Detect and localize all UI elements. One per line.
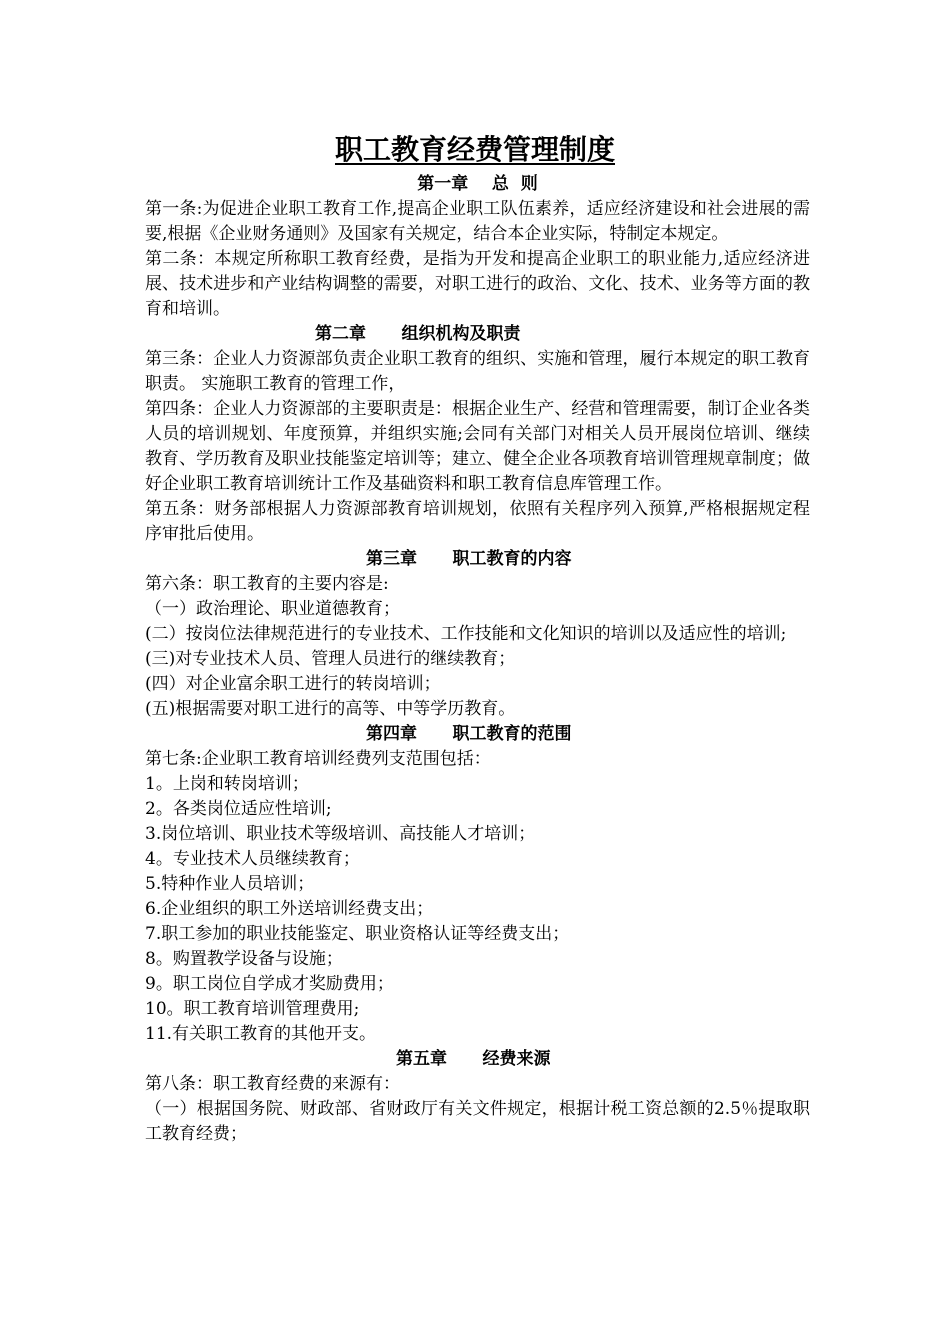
list-item: 3.岗位培训、职业技术等级培训、高技能人才培训； xyxy=(145,824,536,844)
list-item: 9。职工岗位自学成才奖励费用； xyxy=(145,974,394,994)
list-item: (五)根据需要对职工进行的高等、中等学历教育。 xyxy=(145,699,516,719)
list-item: (四）对企业富余职工进行的转岗培训； xyxy=(145,674,441,694)
chapter-5-heading: 第五章 经费来源 xyxy=(396,1049,551,1069)
list-item: 5.特种作业人员培训； xyxy=(145,874,315,894)
article-3: 第三条：企业人力资源部负责企业职工教育的组织、实施和管理，履行本规定的职工教育职责。 实施职工教育的管理工作， xyxy=(145,349,810,394)
chapter-4-heading: 第四章 职工教育的范围 xyxy=(366,724,572,744)
document-title-text: 职工教育经费管理制度 xyxy=(334,133,615,166)
document-title xyxy=(0,128,950,172)
list-item: 2。各类岗位适应性培训; xyxy=(145,799,332,819)
document-body xyxy=(145,172,810,1147)
list-item: （一）政治理论、职业道德教育； xyxy=(145,599,400,619)
article-2: 第二条：本规定所称职工教育经费，是指为开发和提高企业职工的职业能力,适应经济进展、技术进步和产业结构调整的需要，对职工进行的政治、文化、技术、业务等方面的教育和培训。 xyxy=(145,249,810,319)
list-item: 1。上岗和转岗培训； xyxy=(145,774,309,794)
article-7: 第七条:企业职工教育培训经费列支范围包括： xyxy=(145,749,491,769)
list-item: (三)对专业技术人员、管理人员进行的继续教育； xyxy=(145,649,516,669)
article-8: 第八条：职工教育经费的来源有： xyxy=(145,1074,400,1094)
chapter-3-heading: 第三章 职工教育的内容 xyxy=(366,549,572,569)
list-item: 11.有关职工教育的其他开支。 xyxy=(145,1024,377,1044)
article-5: 第五条：财务部根据人力资源部教育培训规划，依照有关程序列入预算,严格根据规定程序审批后使用。 xyxy=(145,499,810,544)
list-item: （一）根据国务院、财政部、省财政厅有关文件规定，根据计税工资总额的2.5％提取职工教育经费； xyxy=(145,1099,810,1144)
article-4: 第四条：企业人力资源部的主要职责是：根据企业生产、经营和管理需要，制订企业各类人员的培训规划、年度预算，并组织实施;会同有关部门对相关人员开展岗位培训、继续教育、学历教育及职业技能鉴定培训等；建立、健全企业各项教育培训管理规章制度；做好企业职工教育培训统计工作及基础资料和职工教育信息库管理工作。 xyxy=(145,399,810,494)
list-item: 8。购置教学设备与设施； xyxy=(145,949,343,969)
article-1: 第一条:为促进企业职工教育工作,提高企业职工队伍素养，适应经济建设和社会进展的需要,根据《企业财务通则》及国家有关规定，结合本企业实际，特制定本规定。 xyxy=(145,199,810,244)
list-item: (二）按岗位法律规范进行的专业技术、工作技能和文化知识的培训以及适应性的培训; xyxy=(145,624,787,644)
chapter-1-heading: 第一章 总 则 xyxy=(417,174,538,194)
list-item: 4。专业技术人员继续教育； xyxy=(145,849,360,869)
list-item: 7.职工参加的职业技能鉴定、职业资格认证等经费支出； xyxy=(145,924,570,944)
chapter-2-heading: 第二章 组织机构及职责 xyxy=(315,324,521,344)
article-6: 第六条：职工教育的主要内容是: xyxy=(145,574,389,594)
list-item: 6.企业组织的职工外送培训经费支出； xyxy=(145,899,434,919)
list-item: 10。职工教育培训管理费用; xyxy=(145,999,360,1019)
